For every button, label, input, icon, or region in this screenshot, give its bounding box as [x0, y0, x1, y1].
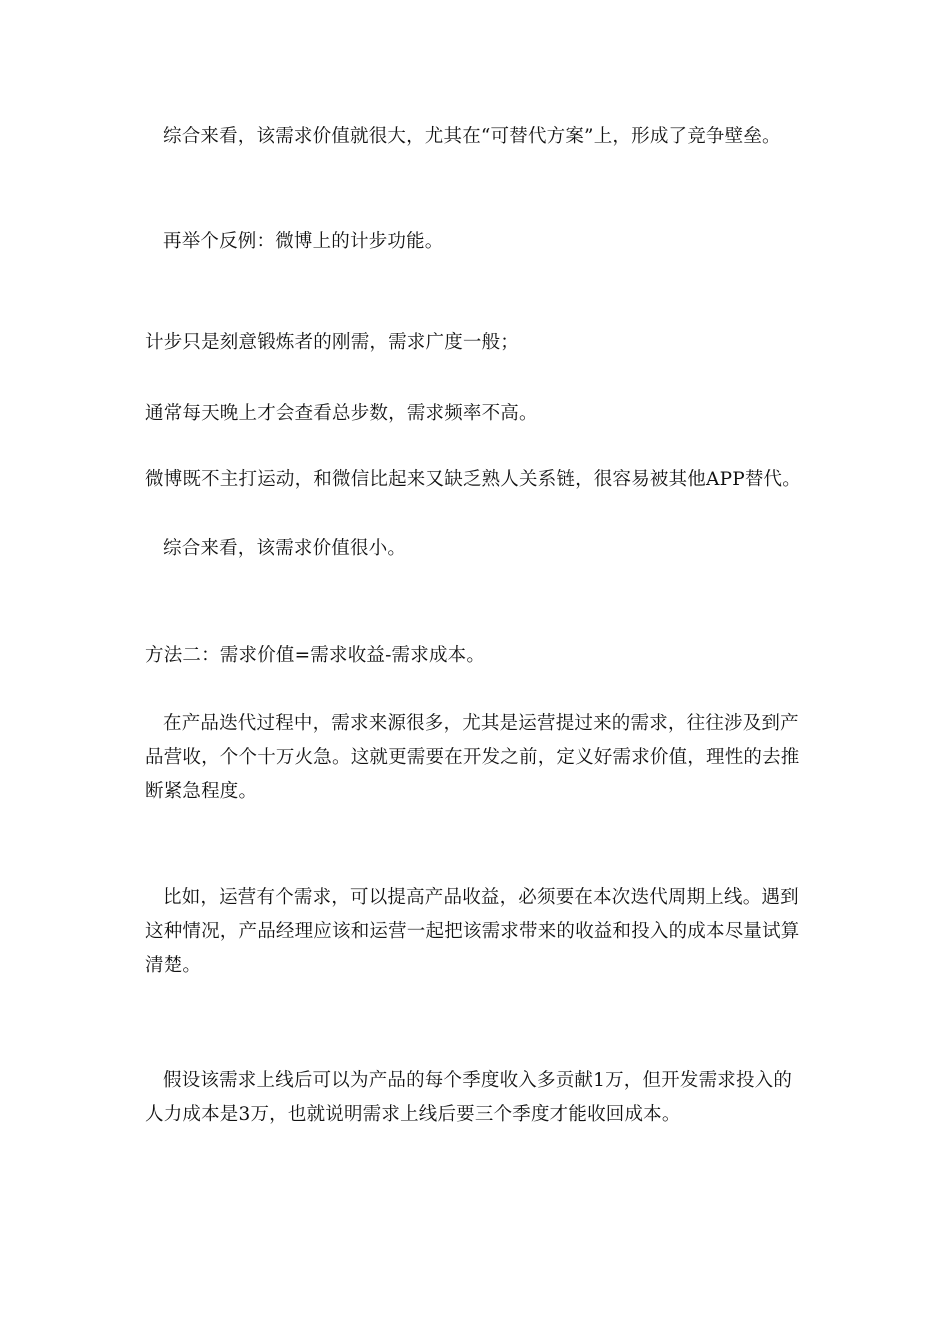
paragraph-step-demand-frequency: 通常每天晚上才会查看总步数，需求频率不高。	[145, 403, 538, 424]
paragraph-step-demand-replaceable: 微博既不主打运动，和微信比起来又缺乏熟人关系链，很容易被其他APP替代。	[145, 469, 801, 490]
paragraph-iteration-demand: 在产品迭代过程中，需求来源很多，尤其是运营提过来的需求，往往涉及到产品营收，个个十万火急。这就更需要在开发之前，定义好需求价值，理性的去推断紧急程度。	[145, 713, 800, 802]
paragraph-counterexample-intro: 再举个反例：微博上的计步功能。	[163, 231, 444, 252]
paragraph-operation-example: 比如，运营有个需求，可以提高产品收益，必须要在本次迭代周期上线。遇到这种情况，产品经理应该和运营一起把该需求带来的收益和投入的成本尽量试算清楚。	[145, 887, 800, 976]
paragraph-cost-assumption: 假设该需求上线后可以为产品的每个季度收入多贡献1万，但开发需求投入的人力成本是3万，也就说明需求上线后要三个季度才能收回成本。	[145, 1070, 793, 1125]
paragraph-step-demand-breadth: 计步只是刻意锻炼者的刚需，需求广度一般；	[145, 332, 520, 353]
paragraph-method-two-title: 方法二：需求价值=需求收益-需求成本。	[145, 645, 486, 666]
paragraph-summary-high-value: 综合来看，该需求价值就很大，尤其在“可替代方案”上，形成了竞争壁垒。	[163, 126, 781, 147]
paragraph-summary-low-value: 综合来看，该需求价值很小。	[163, 538, 407, 559]
